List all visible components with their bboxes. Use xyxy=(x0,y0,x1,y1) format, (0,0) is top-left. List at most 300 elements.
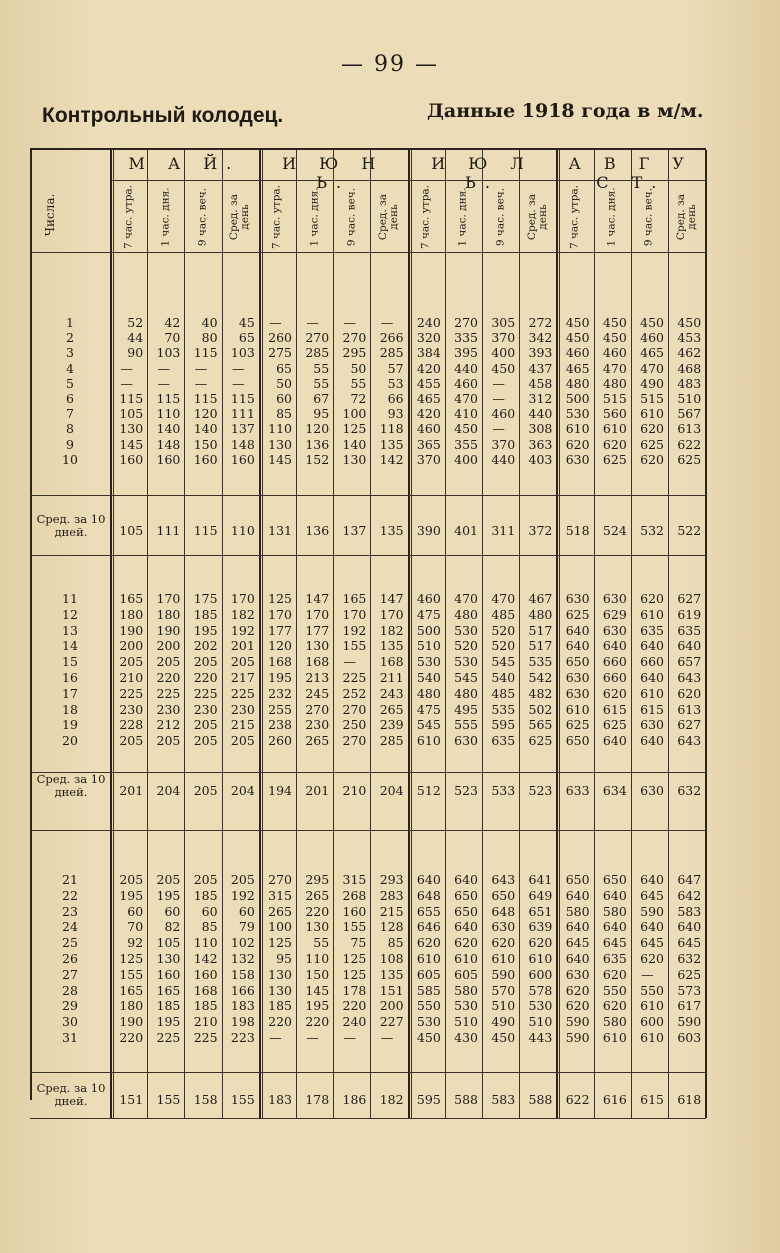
table-cell: 520 xyxy=(491,638,516,654)
sub-column-label: 9 час. веч. xyxy=(642,187,655,247)
avg-cell: 618 xyxy=(677,1092,702,1107)
table-cell: 103 xyxy=(156,345,181,361)
avg-cell: 372 xyxy=(528,523,553,538)
table-cell: 617 xyxy=(677,998,702,1014)
table-cell: 648 xyxy=(491,903,516,919)
day-number: 3 xyxy=(66,345,74,361)
table-cell: 180 xyxy=(119,606,144,622)
sub-column-label: Сред. за день xyxy=(674,193,698,241)
table-cell: 640 xyxy=(454,872,478,887)
table-cell: 620 xyxy=(602,436,627,452)
table-cell: 265 xyxy=(305,733,330,749)
table-cell: 510 xyxy=(677,391,702,406)
table-cell: 270 xyxy=(305,330,330,346)
avg-cell: 158 xyxy=(193,1092,218,1107)
table-row xyxy=(30,607,706,623)
row-divider xyxy=(30,252,706,253)
table-row xyxy=(30,733,706,749)
table-cell: 650 xyxy=(565,654,590,670)
table-cell: 560 xyxy=(602,406,627,422)
table-cell: 625 xyxy=(677,966,702,982)
table-cell: 480 xyxy=(454,685,478,701)
table-row xyxy=(30,670,706,686)
table-cell: 605 xyxy=(454,966,478,982)
table-cell: 158 xyxy=(230,966,255,982)
table-cell: 470 xyxy=(454,391,478,406)
table-cell: 580 xyxy=(602,1014,627,1030)
table-cell: 630 xyxy=(565,591,590,606)
table-cell: 270 xyxy=(305,701,330,717)
table-row xyxy=(30,421,706,437)
table-cell: 342 xyxy=(528,330,553,346)
table-cell: 630 xyxy=(602,591,627,606)
table-cell: 450 xyxy=(416,1030,441,1045)
table-cell: 485 xyxy=(491,606,516,622)
table-cell: 245 xyxy=(305,685,330,701)
day-number: 12 xyxy=(62,606,78,622)
table-cell: 60 xyxy=(201,903,218,919)
table-cell: 627 xyxy=(677,717,702,733)
table-cell: 72 xyxy=(350,391,367,406)
table-cell: 530 xyxy=(416,1014,441,1030)
day-number: 19 xyxy=(62,717,78,733)
avg-cell: 137 xyxy=(342,523,367,538)
day-number: 15 xyxy=(62,654,78,670)
table-row xyxy=(30,1030,706,1046)
table-cell: 130 xyxy=(268,982,292,998)
sub-column-header xyxy=(298,182,331,252)
table-cell: 53 xyxy=(387,375,404,391)
table-cell: 450 xyxy=(491,1030,516,1045)
table-cell: 465 xyxy=(640,345,664,361)
table-cell: 60 xyxy=(238,903,255,919)
day-number: 29 xyxy=(62,998,78,1014)
avg-cell: 518 xyxy=(565,523,590,538)
table-cell: 170 xyxy=(268,606,292,622)
table-cell: 640 xyxy=(565,622,590,638)
table-cell: 230 xyxy=(230,701,255,717)
table-cell: 42 xyxy=(164,315,181,330)
table-cell: 610 xyxy=(416,951,441,966)
table-cell: 100 xyxy=(342,406,367,422)
sub-column-label: 7 час. утра. xyxy=(122,184,135,250)
table-cell: 180 xyxy=(119,998,144,1014)
table-cell: 200 xyxy=(119,638,144,654)
avg-cell: 634 xyxy=(602,783,627,798)
table-cell: 620 xyxy=(602,998,627,1014)
table-cell: 136 xyxy=(305,436,330,452)
table-cell: 580 xyxy=(565,903,590,919)
table-cell: 160 xyxy=(156,966,181,982)
table-cell: — xyxy=(231,375,245,391)
table-cell: 125 xyxy=(119,951,144,966)
table-cell: 223 xyxy=(230,1030,255,1045)
table-cell: 490 xyxy=(491,1014,516,1030)
day-number: 16 xyxy=(62,670,78,685)
table-cell: 170 xyxy=(156,591,181,606)
row-divider xyxy=(30,555,706,556)
table-cell: — xyxy=(306,315,319,330)
table-cell: 615 xyxy=(640,701,664,717)
avg-cell: 111 xyxy=(156,523,181,538)
table-cell: 610 xyxy=(528,951,553,966)
table-cell: 550 xyxy=(640,982,664,998)
sub-column-header xyxy=(558,182,591,252)
table-cell: 470 xyxy=(454,591,478,606)
table-cell: 230 xyxy=(156,701,181,717)
table-cell: 657 xyxy=(677,654,702,670)
table-cell: 640 xyxy=(454,919,478,935)
day-number: 27 xyxy=(62,966,78,982)
avg-cell: 201 xyxy=(119,783,144,798)
table-cell: — xyxy=(269,1030,282,1045)
table-cell: 650 xyxy=(565,872,590,887)
table-cell: 120 xyxy=(268,638,292,654)
table-cell: 115 xyxy=(193,345,218,361)
day-number: 25 xyxy=(62,935,78,951)
sub-column-label: 9 час. веч. xyxy=(345,187,358,247)
table-cell: 70 xyxy=(127,919,144,935)
table-cell: 195 xyxy=(156,887,181,903)
table-cell: 255 xyxy=(268,701,292,717)
table-cell: 125 xyxy=(342,421,367,437)
table-cell: 517 xyxy=(528,622,553,638)
table-cell: 610 xyxy=(565,421,590,437)
table-cell: 470 xyxy=(491,591,516,606)
table-cell: 66 xyxy=(387,391,404,406)
table-cell: 250 xyxy=(342,717,367,733)
table-cell: 545 xyxy=(454,670,478,685)
table-cell: 520 xyxy=(491,622,516,638)
table-cell: 384 xyxy=(416,345,441,361)
table-cell: 450 xyxy=(565,330,590,346)
day-number: 21 xyxy=(62,872,78,887)
avg-cell: 178 xyxy=(305,1092,330,1107)
table-cell: 632 xyxy=(677,951,702,966)
table-cell: 150 xyxy=(305,966,330,982)
table-cell: 79 xyxy=(238,919,255,935)
table-cell: 649 xyxy=(528,887,553,903)
table-cell: 175 xyxy=(193,591,218,606)
table-cell: 370 xyxy=(491,436,516,452)
table-cell: 217 xyxy=(230,670,255,685)
table-cell: 595 xyxy=(491,717,516,733)
table-cell: 643 xyxy=(677,670,702,685)
table-row xyxy=(30,998,706,1014)
table-cell: 530 xyxy=(454,998,478,1014)
table-cell: 648 xyxy=(416,887,441,903)
table-cell: 620 xyxy=(640,951,664,966)
avg-cell: 615 xyxy=(640,1092,664,1107)
table-cell: 365 xyxy=(416,436,441,452)
table-cell: 620 xyxy=(565,436,590,452)
table-cell: 630 xyxy=(491,919,516,935)
table-cell: 370 xyxy=(416,451,441,467)
table-cell: 155 xyxy=(342,919,367,935)
table-row xyxy=(30,591,706,607)
table-cell: 651 xyxy=(528,903,553,919)
table-cell: 120 xyxy=(305,421,330,437)
table-cell: 590 xyxy=(640,903,664,919)
table-cell: 510 xyxy=(528,1014,553,1030)
sub-column-header xyxy=(186,182,219,252)
table-cell: 620 xyxy=(491,935,516,951)
table-cell: 630 xyxy=(454,733,478,749)
table-cell: 240 xyxy=(416,315,441,330)
table-cell: 635 xyxy=(677,622,702,638)
table-cell: 620 xyxy=(640,591,664,606)
table-cell: 550 xyxy=(602,982,627,998)
row-divider xyxy=(30,830,706,831)
table-cell: 550 xyxy=(416,998,441,1014)
table-cell: 629 xyxy=(602,606,627,622)
table-cell: 545 xyxy=(491,654,516,670)
table-cell: 635 xyxy=(491,733,516,749)
table-row xyxy=(30,919,706,935)
table-cell: 195 xyxy=(305,998,330,1014)
table-cell: 103 xyxy=(230,345,255,361)
table-cell: 590 xyxy=(565,1014,590,1030)
table-cell: 200 xyxy=(379,998,404,1014)
sub-column-header xyxy=(670,182,703,252)
table-cell: — xyxy=(492,391,505,406)
table-cell: 645 xyxy=(640,935,664,951)
table-cell: 630 xyxy=(565,685,590,701)
table-cell: 510 xyxy=(416,638,441,654)
table-cell: 625 xyxy=(565,606,590,622)
table-cell: 285 xyxy=(379,345,404,361)
table-cell: 530 xyxy=(454,622,478,638)
table-cell: 627 xyxy=(677,591,702,606)
table-cell: 230 xyxy=(305,717,330,733)
table-cell: 643 xyxy=(677,733,702,749)
table-cell: 220 xyxy=(342,998,367,1014)
day-number: 14 xyxy=(62,638,78,654)
table-cell: 225 xyxy=(156,1030,181,1045)
table-cell: 565 xyxy=(528,717,553,733)
table-cell: 215 xyxy=(230,717,255,733)
table-cell: 640 xyxy=(602,887,627,903)
sub-column-label: 7 час. утра. xyxy=(568,184,581,250)
table-cell: 200 xyxy=(156,638,181,654)
table-cell: 470 xyxy=(640,360,664,376)
table-cell: 610 xyxy=(640,1030,664,1045)
table-cell: 270 xyxy=(454,315,478,330)
table-cell: 155 xyxy=(119,966,144,982)
table-cell: 192 xyxy=(342,622,367,638)
table-cell: 160 xyxy=(156,451,181,467)
table-cell: 540 xyxy=(416,670,441,685)
table-cell: 266 xyxy=(379,330,404,346)
table-cell: 228 xyxy=(119,717,144,733)
table-cell: 573 xyxy=(677,982,702,998)
table-cell: 160 xyxy=(342,903,367,919)
table-cell: 468 xyxy=(677,360,702,376)
table-cell: 450 xyxy=(640,315,664,330)
table-cell: 625 xyxy=(602,717,627,733)
table-cell: 620 xyxy=(602,685,627,701)
table-cell: 275 xyxy=(268,345,292,361)
table-cell: 610 xyxy=(416,733,441,749)
table-cell: 128 xyxy=(379,919,404,935)
table-cell: 185 xyxy=(268,998,292,1014)
row-divider xyxy=(30,495,706,496)
day-number: 26 xyxy=(62,951,78,966)
table-cell: 483 xyxy=(677,375,702,391)
table-cell: 600 xyxy=(640,1014,664,1030)
table-cell: 90 xyxy=(127,345,144,361)
table-cell: 650 xyxy=(565,733,590,749)
table-cell: 465 xyxy=(565,360,590,376)
table-cell: 213 xyxy=(305,670,330,685)
table-cell: 205 xyxy=(156,654,181,670)
table-cell: 120 xyxy=(193,406,218,422)
table-cell: 640 xyxy=(565,887,590,903)
table-cell: 100 xyxy=(268,919,292,935)
table-cell: 585 xyxy=(416,982,441,998)
table-cell: 130 xyxy=(305,638,330,654)
day-number: 31 xyxy=(62,1030,78,1045)
table-cell: 140 xyxy=(342,436,367,452)
table-cell: 540 xyxy=(491,670,516,685)
table-cell: 110 xyxy=(156,406,181,422)
row-divider xyxy=(30,1118,706,1119)
table-cell: 635 xyxy=(602,951,627,966)
table-cell: 192 xyxy=(230,622,255,638)
table-cell: 240 xyxy=(342,1014,367,1030)
table-cell: 500 xyxy=(416,622,441,638)
table-cell: 147 xyxy=(305,591,330,606)
table-cell: 260 xyxy=(268,330,292,346)
table-cell: 212 xyxy=(156,717,181,733)
table-cell: 450 xyxy=(565,315,590,330)
sub-column-header xyxy=(596,182,629,252)
table-cell: 210 xyxy=(119,670,144,685)
table-cell: 490 xyxy=(640,375,664,391)
table-cell: 225 xyxy=(230,685,255,701)
table-cell: 610 xyxy=(491,951,516,966)
table-cell: 170 xyxy=(342,606,367,622)
table-cell: 620 xyxy=(454,935,478,951)
day-number: 20 xyxy=(62,733,78,749)
table-cell: 93 xyxy=(387,406,404,422)
avg-cell: 186 xyxy=(342,1092,367,1107)
month-header-2: И Ю Н Ь. xyxy=(282,154,385,192)
table-cell: 201 xyxy=(230,638,255,654)
table-cell: 542 xyxy=(528,670,553,685)
table-cell: 198 xyxy=(230,1014,255,1030)
avg-cell: 105 xyxy=(119,523,144,538)
table-cell: 515 xyxy=(602,391,627,406)
row-label-header: Числа. xyxy=(43,193,57,237)
table-cell: 50 xyxy=(350,360,367,376)
sub-column-label: Сред. за день xyxy=(525,193,549,241)
table-cell: 177 xyxy=(305,622,330,638)
table-cell: 270 xyxy=(342,701,367,717)
table-cell: 640 xyxy=(565,919,590,935)
table-cell: 125 xyxy=(342,951,367,966)
table-cell: 605 xyxy=(416,966,441,982)
table-cell: 450 xyxy=(454,421,478,437)
table-cell: — xyxy=(120,360,133,376)
table-cell: 639 xyxy=(528,919,553,935)
table-cell: 115 xyxy=(156,391,181,406)
table-cell: 285 xyxy=(305,345,330,361)
table-cell: 395 xyxy=(454,345,478,361)
table-cell: 195 xyxy=(193,622,218,638)
table-cell: 125 xyxy=(268,591,292,606)
table-cell: 625 xyxy=(640,436,664,452)
table-cell: 482 xyxy=(528,685,553,701)
avg-cell: 622 xyxy=(565,1092,590,1107)
table-cell: 195 xyxy=(156,1014,181,1030)
table-cell: 620 xyxy=(677,685,702,701)
avg-cell: 523 xyxy=(454,783,478,798)
table-cell: 455 xyxy=(416,375,441,391)
table-cell: 170 xyxy=(230,591,255,606)
table-cell: 147 xyxy=(379,591,404,606)
table-cell: 168 xyxy=(268,654,292,670)
table-cell: 535 xyxy=(528,654,553,670)
table-cell: 510 xyxy=(454,1014,478,1030)
avg-cell: 201 xyxy=(305,783,330,798)
table-cell: 230 xyxy=(193,701,218,717)
table-cell: 630 xyxy=(565,451,590,467)
table-cell: — xyxy=(492,375,505,391)
table-cell: 65 xyxy=(238,330,255,346)
table-cell: 437 xyxy=(528,360,553,376)
month-header-3: И Ю Л Ь. xyxy=(431,154,533,192)
table-cell: 243 xyxy=(379,685,404,701)
table-cell: 610 xyxy=(640,685,664,701)
table-cell: 60 xyxy=(276,391,292,406)
table-cell: — xyxy=(343,654,357,670)
table-cell: 50 xyxy=(276,375,292,391)
table-cell: 160 xyxy=(119,451,144,467)
table-cell: 220 xyxy=(268,1014,292,1030)
table-cell: 60 xyxy=(127,903,144,919)
sub-column-header xyxy=(410,182,443,252)
day-number: 6 xyxy=(66,391,74,406)
table-cell: 403 xyxy=(528,451,553,467)
table-cell: 105 xyxy=(156,935,181,951)
row-divider xyxy=(30,1072,706,1073)
table-cell: 111 xyxy=(230,406,255,422)
table-cell: 170 xyxy=(305,606,330,622)
table-cell: 260 xyxy=(268,733,292,749)
table-cell: 85 xyxy=(387,935,404,951)
sub-column-header xyxy=(261,182,294,252)
table-cell: 182 xyxy=(379,622,404,638)
table-cell: 613 xyxy=(677,701,702,717)
sub-column-header xyxy=(447,182,480,252)
table-cell: 640 xyxy=(640,872,664,887)
sub-column-label: 9 час. веч. xyxy=(494,187,507,247)
data-table xyxy=(30,148,706,1118)
table-cell: 192 xyxy=(230,887,255,903)
table-cell: 130 xyxy=(268,966,292,982)
page-title: Контрольный колодец. xyxy=(42,104,284,127)
table-cell: 225 xyxy=(119,685,144,701)
table-cell: 583 xyxy=(677,903,702,919)
table-cell: 137 xyxy=(230,421,255,437)
table-cell: 270 xyxy=(342,733,367,749)
avg-cell: 583 xyxy=(491,1092,516,1107)
table-cell: 225 xyxy=(342,670,367,685)
day-number: 17 xyxy=(62,685,78,701)
table-cell: 641 xyxy=(528,872,553,887)
table-cell: 510 xyxy=(491,998,516,1014)
